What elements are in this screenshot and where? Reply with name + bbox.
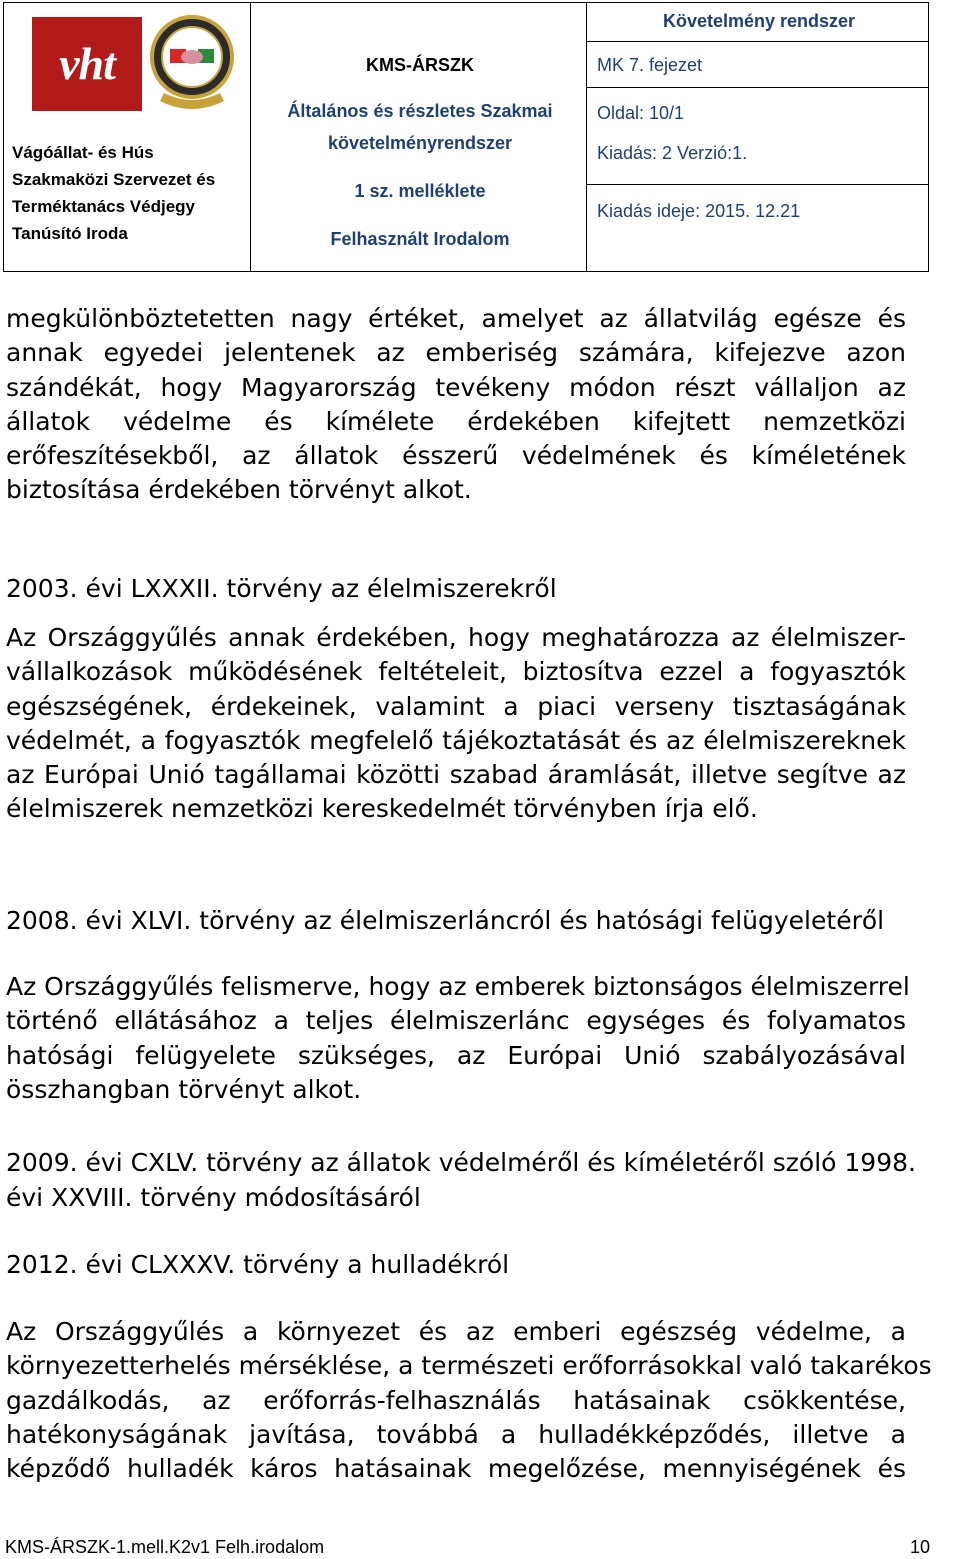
attachment-label: 1 sz. melléklete [354,181,486,201]
paragraph-law-2003 [6,621,906,827]
text-line: környezetterhelés mérséklése, a természeti erőforrásokkal való takarékos [6,1351,932,1381]
page-label: Oldal: 10/1 [597,103,685,123]
text-line: gazdálkodás, az erőforrás-felhasználás hatásainak csökkentése, [6,1385,906,1415]
paragraph-law-2008 [6,970,910,1107]
org-line: Vágóállat- és Hús [12,143,154,162]
text-line: Az Országgyűlés a környezet és az emberi egészség védelme, a [6,1317,906,1346]
text-line: történő ellátásához a teljes élelmiszerlánc egységes és folyamatos [6,1006,906,1036]
heading-law-2003: 2003. évi LXXXII. törvény az élelmiszerekről [6,574,557,603]
text-line: biztosítása érdekében törvényt alkot. [6,475,472,505]
text-line: Az Országgyűlés annak érdekében, hogy meghatározza az élelmiszer- [6,623,906,652]
issue-label: Kiadás: 2 Verzió:1. [597,143,748,163]
text-line: az Európai Unió tagállamai közötti szabad áramlását, illetve segítve az [6,760,906,790]
attachment-title: Felhasznált Irodalom [330,229,510,249]
issue-date-label: Kiadás ideje: 2015. 12.21 [597,201,801,221]
org-line: Terméktanács Védjegy [12,197,195,216]
heading-law-2009: 2009. évi CXLV. törvény az állatok védelméről és kíméletéről szóló 1998. [6,1148,916,1177]
text-line: egészségének, érdekeinek, valamint a piaci verseny tisztaságának [6,691,906,721]
paragraph-animal-protection [6,302,906,508]
footer-file-name: KMS-ÁRSZK-1.mell.K2v1 Felh.irodalom [5,1537,325,1557]
text-line: erőfeszítésekből, az állatok ésszerű védelmének és kíméletének [6,441,906,471]
document-title-cell [252,3,588,271]
document-meta-cell [589,3,929,271]
document-header [3,2,929,272]
requirement-system-title: Követelmény rendszer [662,11,856,31]
text-line: összhangban törvényt alkot. [6,1074,362,1104]
logo-cell [4,3,251,271]
system-title: Általános és részletes Szakmai [287,101,553,121]
text-line: annak egyedei jelentenek az emberiség számára, kifejezve azon [6,338,906,368]
doc-code: KMS-ÁRSZK [366,55,474,75]
text-line: vállalkozások működésének feltételeit, biztosítva ezzel a fogyasztók [6,657,906,687]
heading-law-2009-cont: évi XXVIII. törvény módosításáról [6,1183,421,1212]
heading-law-2012: 2012. évi CLXXXV. törvény a hulladékról [6,1250,510,1279]
text-line: állatok védelme és kímélete érdekében kifejtett nemzetközi [6,406,906,436]
text-line: hatósági felügyelete szükséges, az Európai Unió szabályozásával [6,1040,906,1070]
logo-area [22,13,240,113]
text-line: hatékonyságának javítása, továbbá a hulladékképződés, illetve a [6,1419,906,1449]
vht-logo: vht [32,17,142,111]
text-line: képződő hulladék káros hatásainak megelőzése, mennyiségének és [6,1454,906,1484]
text-line: megkülönböztetetten nagy értéket, amelyet az állatvilág egésze és [6,304,906,333]
footer-page-number: 10 [909,1537,930,1557]
text-line: élelmiszerek nemzetközi kereskedelmét törvényben írja elő. [6,794,758,824]
text-line: védelmét, a fogyasztók megfelelő tájékoztatását és az élelmiszereknek [6,725,906,755]
paragraph-law-2012 [6,1315,932,1486]
text-line: szándékát, hogy Magyarország tevékeny módon részt vállaljon az [6,372,906,402]
text-line: Az Országgyűlés felismerve, hogy az emberek biztonságos élelmiszerrel [6,972,910,1001]
heading-law-2008: 2008. évi XLVI. törvény az élelmiszerláncról és hatósági felügyeletéről [6,906,885,935]
org-line: Szakmaközi Szervezet és [12,170,216,189]
chapter-label: MK 7. fejezet [597,55,703,75]
quality-seal-icon [150,13,234,113]
organization-name [12,139,242,247]
system-title-2: követelményrendszer [327,133,513,153]
org-line: Tanúsító Iroda [12,224,128,243]
